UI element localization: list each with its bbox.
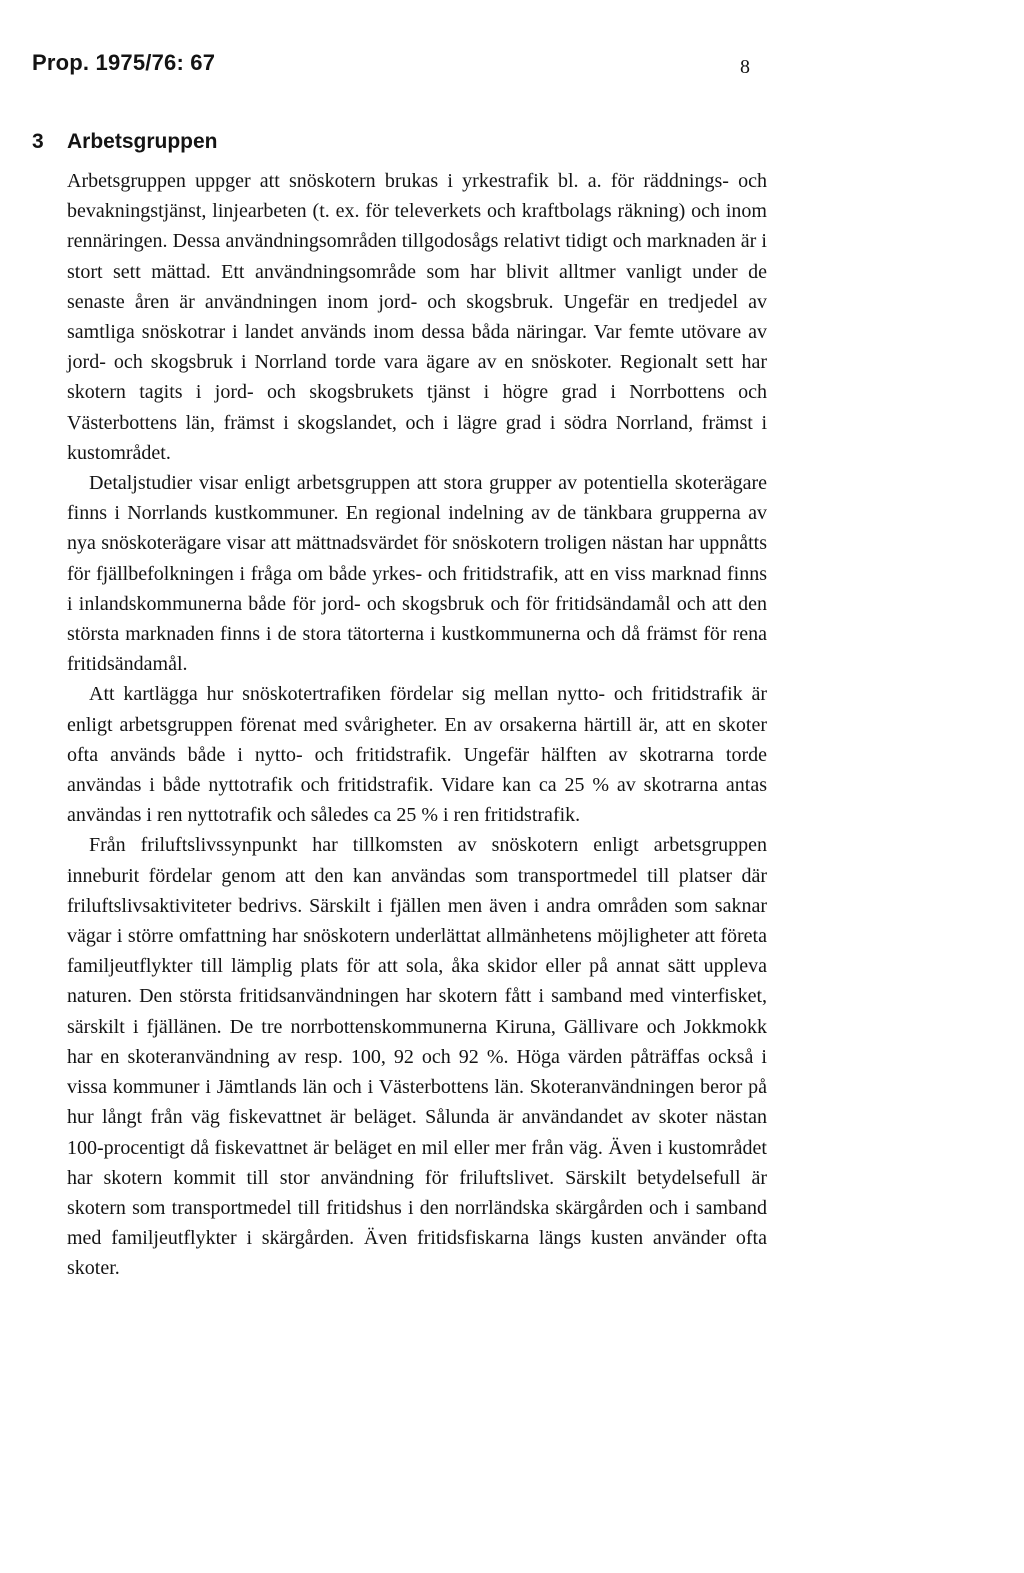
body-text <box>67 166 767 1284</box>
section-heading <box>32 130 218 154</box>
paragraph: Arbetsgruppen uppger att snöskotern brukas i yrkestrafik bl. a. för räddnings- och bevakningstjänst, linjearbeten (t. ex. för televerkets och kraftbolags räkning) och inom rennäringen. Dessa användningsområden tillgodosågs relativt tidigt och marknaden är i stort sett mättad. Ett användningsområde som har blivit alltmer vanligt under de senaste åren är användningen inom jord- och skogsbruk. Ungefär en tredjedel av samtliga snöskotrar i landet används inom dessa båda näringar. Var femte utövare av jord- och skogsbruk i Norrland torde vara ägare av en snöskoter. Regionalt sett har skotern tagits i jord- och skogsbrukets tjänst i högre grad i Norrbottens och Västerbottens län, främst i skogslandet, och i lägre grad i södra Norrland, främst i kustområdet. <box>67 170 767 464</box>
paragraph: Detaljstudier visar enligt arbetsgruppen att stora grupper av potentiella skoterägare finns i Norrlands kustkommuner. En regional indelning av de tänkbara grupperna av nya snöskoterägare visar att mättnadsvärdet för snöskotern troligen nästan har uppnåtts för fjällbefolkningen i fråga om både yrkes- och fritidstrafik, att en viss marknad finns i inlandskommunerna både för jord- och skogsbruk och för fritidsändamål och att den största marknaden finns i de stora tätorterna i kustkommunerna och då främst för rena fritidsändamål. <box>67 472 767 676</box>
document-reference: Prop. 1975/76: 67 <box>32 50 216 75</box>
paragraph: Från friluftslivssynpunkt har tillkomsten av snöskotern enligt arbetsgruppen inneburit fördelar genom att den kan användas som transportmedel till platser där friluftslivsaktiviteter bedrivs. Särskilt i fjällen men även i andra områden som saknar vägar i större omfattning har snöskotern underlättat allmänhetens möjligheter att företa familjeutflykter till lämplig plats för att sola, åka skidor eller på annat sätt uppleva naturen. Den största fritidsanvändningen har skotern fått i samband med vinterfisket, särskilt i fjällänen. De tre norrbottenskommunerna Kiruna, Gällivare och Jokkmokk har en skoteranvändning av resp. 100, 92 och 92 %. Höga värden påträffas också i vissa kommuner i Jämtlands län och i Västerbottens län. Skoteranvändningen beror på hur långt från väg fiskevattnet är beläget. Sålunda är användandet av skoter nästan 100-procentigt då fiskevattnet är beläget en mil eller mer från väg. Även i kustområdet har skotern kommit till stor användning för friluftslivet. Särskilt betydelsefull är skotern som transportmedel till fritidshus i den norrländska skärgården och i samband med familjeutflykter i skärgården. Även fritidsfiskarna längs kusten använder ofta skoter. <box>67 834 767 1280</box>
section-number: 3 <box>32 130 44 153</box>
paragraph: Att kartlägga hur snöskotertrafiken fördelar sig mellan nytto- och fritidstrafik är enligt arbetsgruppen förenat med svårigheter. En av orsakerna härtill är, att en skoter ofta används både i nytto- och fritidstrafik. Ungefär hälften av skotrarna torde användas i både nyttotrafik och fritidstrafik. Vidare kan ca 25 % av skotrarna antas användas i ren nyttotrafik och således ca 25 % i ren fritidstrafik. <box>67 683 767 827</box>
section-title: Arbetsgruppen <box>67 130 218 153</box>
page-number: 8 <box>740 56 750 78</box>
page-header <box>32 50 750 90</box>
